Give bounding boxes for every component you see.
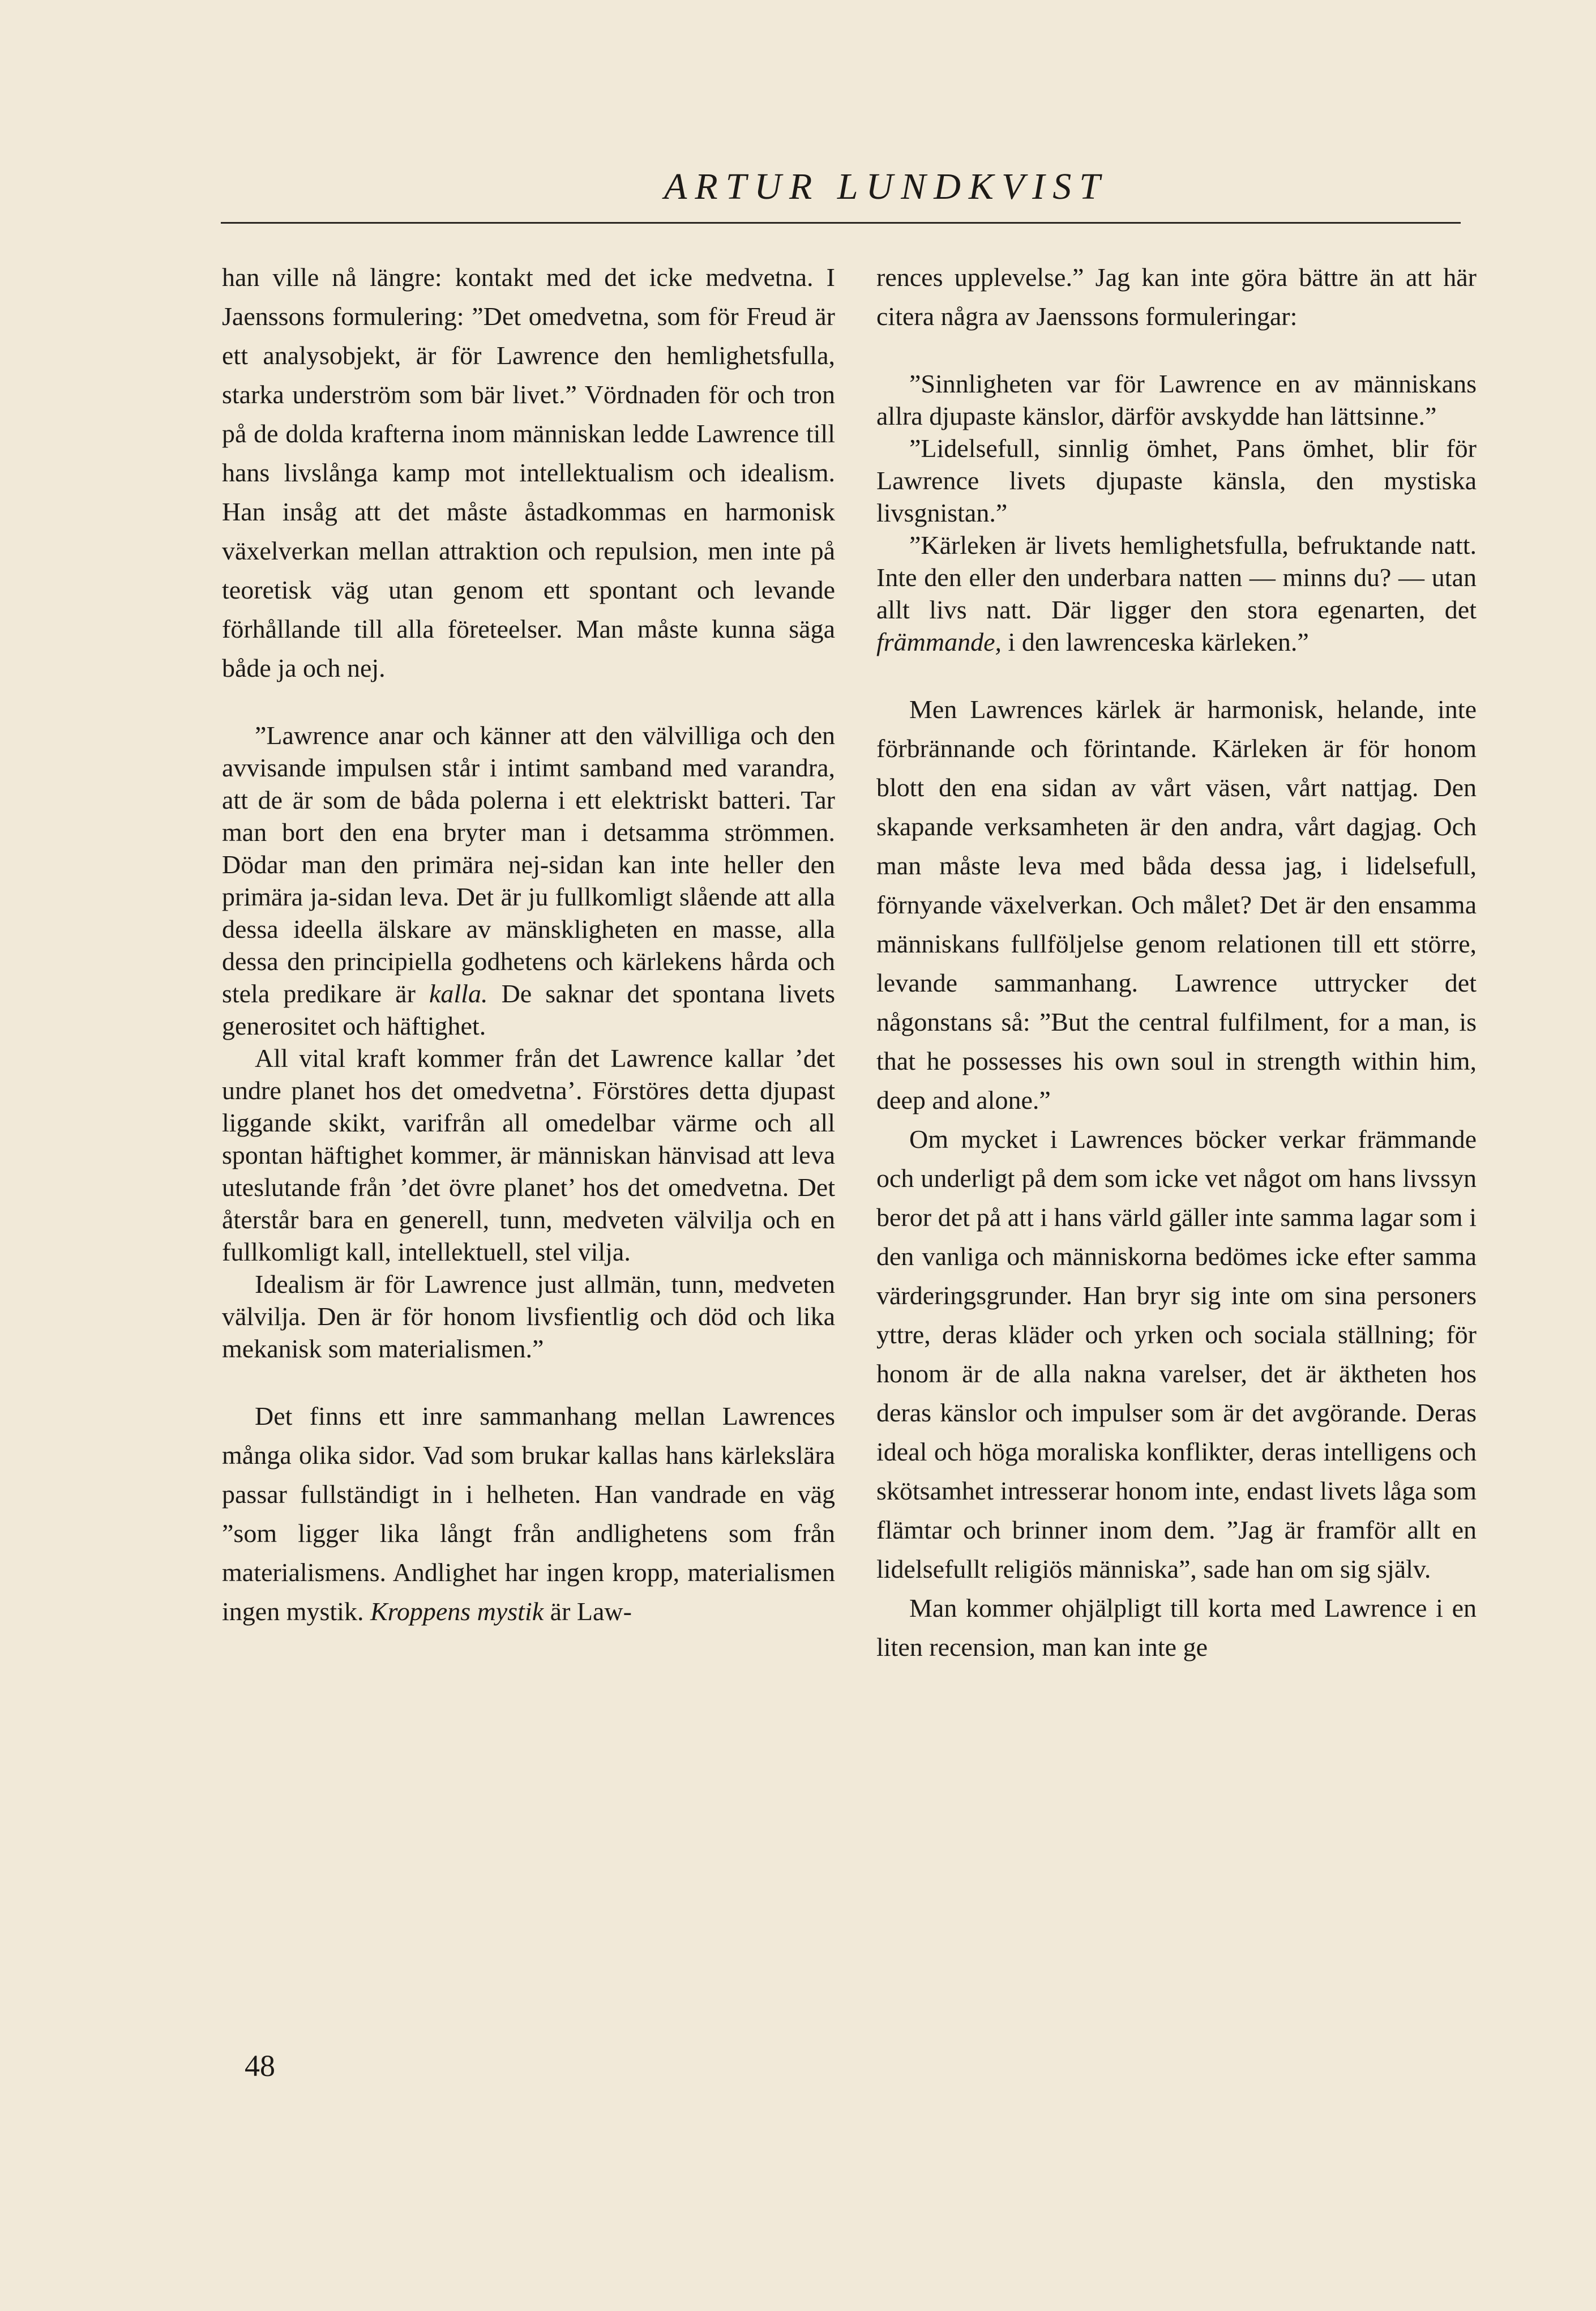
emphasis-kalla: kalla. [429, 979, 488, 1008]
emphasis-frammande: främmande, [876, 627, 1002, 656]
right-quote-paragraph-3 [876, 529, 1477, 658]
left-column [222, 258, 835, 1631]
quote-text: ”Lawrence anar och känner att den välvilliga och den avvisande impulsen står i intimt samband med varandra, att de är som de båda polerna i ett elektriskt batteri. Tar man bort den ena bryter man i detsamma strömmen. Dödar man den primära nej-sidan kan inte heller den primära ja-sidan leva. Det är ju fullkomligt slående att alla dessa ideella älskare av mänskligheten en masse, alla dessa den principiella godhetens och kärlekens hårda och stela predikare är [222, 721, 835, 1008]
left-quote-paragraph-1 [222, 719, 835, 1042]
left-quote-paragraph-3: Idealism är för Lawrence just allmän, tunn, medveten välvilja. Den är för honom livsfientlig och död och lika mekanisk som materialismen.” [222, 1270, 835, 1363]
emphasis-kroppens-mystik: Kroppens mystik [370, 1597, 544, 1626]
body-text: Det finns ett inre sammanhang mellan Lawrences många olika sidor. Vad som brukar kallas hans kärlekslära passar fullständigt in i helheten. Han vandrade en väg ”som ligger lika långt från andlighetens som från materialismens. Andlighet har ingen kropp, materialismen ingen mystik. [222, 1402, 835, 1626]
running-header [221, 159, 1461, 221]
right-column [876, 258, 1477, 1667]
right-paragraph-1: rences upplevelse.” Jag kan inte göra bättre än att här citera några av Jaenssons formuleringar: [876, 263, 1477, 331]
left-paragraph-2 [222, 1396, 835, 1631]
quote-text: De saknar det spontana livets generositet och häftighet. [222, 979, 835, 1040]
right-paragraph-3: Om mycket i Lawrences böcker verkar främmande och underligt på dem som icke vet något om hans livssyn beror det på att i hans värld gäller inte samma lagar som i den vanliga och människorna bedömes icke efter samma värderingsgrunder. Han bryr sig inte om sina personers yttre, deras kläder och yrken och sociala ställning; för honom är de alla nakna varelser, det är äktheten hos deras känslor och impulser som är det avgörande. Deras ideal och höga moraliska konflikter, deras intelligens och skötsamhet intresserar honom inte, endast livets låga som flämtar och brinner inom dem. ”Jag är framför allt en lidelsefullt religiös människa”, sade han om sig själv. [876, 1125, 1477, 1583]
left-paragraph-1: han ville nå längre: kontakt med det icke medvetna. I Jaenssons formulering: ”Det omedvetna, som för Freud är ett analysobjekt, är för Lawrence den hemlighetsfulla, starka underström som bär livet.” Vördnaden för och tron på de dolda krafterna inom människan ledde Lawrence till hans livslånga kamp mot intellektualism och idealism. Han insåg att det måste åstadkommas en harmonisk växelverkan mellan attraktion och repulsion, men inte på teoretisk väg utan genom ett spontant och levande förhållande till alla företeelser. Man måste kunna säga både ja och nej. [222, 263, 835, 682]
right-quote-paragraph-1: ”Sinnligheten var för Lawrence en av människans allra djupaste känslor, därför avskydde han lättsinne.” [876, 369, 1477, 430]
quote-text: i den lawrenceska kärleken.” [1002, 627, 1309, 656]
page-number: 48 [245, 2049, 275, 2083]
left-blockquote [222, 719, 835, 1365]
right-paragraph-2: Men Lawrences kärlek är harmonisk, helande, inte förbrännande och förintande. Kärleken är för honom blott den ena sidan av vårt väsen, vårt nattjag. Den skapande verksamheten är den andra, vårt dagjag. Och man måste leva med båda dessa jag, i lidelsefull, förnyande växelverkan. Och målet? Det är den ensamma människans fullföljelse genom relationen till ett större, levande sammanhang. Lawrence uttrycker det någonstans så: ”But the central fulfilment, for a man, is that he possesses his own soul in strength within him, deep and alone.” [876, 695, 1477, 1114]
right-blockquote [876, 368, 1477, 658]
right-paragraph-4: Man kommer ohjälpligt till korta med Lawrence i en liten recension, man kan inte ge [876, 1594, 1477, 1661]
right-quote-paragraph-2: ”Lidelsefull, sinnlig ömhet, Pans ömhet, blir för Lawrence livets djupaste känsla, den mystiska livsgnistan.” [876, 434, 1477, 527]
left-quote-paragraph-2: All vital kraft kommer från det Lawrence kallar ’det undre planet hos det omedvetna’. Förstöres detta djupast liggande skikt, varifrån all omedelbar värme och all spontan häftighet kommer, är människan hänvisad att leva uteslutande från ’det övre planet’ hos det omedvetna. Det återstår bara en generell, tunn, medveten välvilja och en fullkomligt kall, intellektuell, stel vilja. [222, 1044, 835, 1266]
header-rule [221, 222, 1461, 224]
body-text: är Law- [544, 1597, 632, 1626]
running-title: ARTUR LUNDKVIST [664, 166, 1108, 207]
quote-text: ”Kärleken är livets hemlighetsfulla, befruktande natt. Inte den eller den underbara natten — minns du? — utan allt livs natt. Där ligger den stora egenarten, det [876, 531, 1477, 624]
